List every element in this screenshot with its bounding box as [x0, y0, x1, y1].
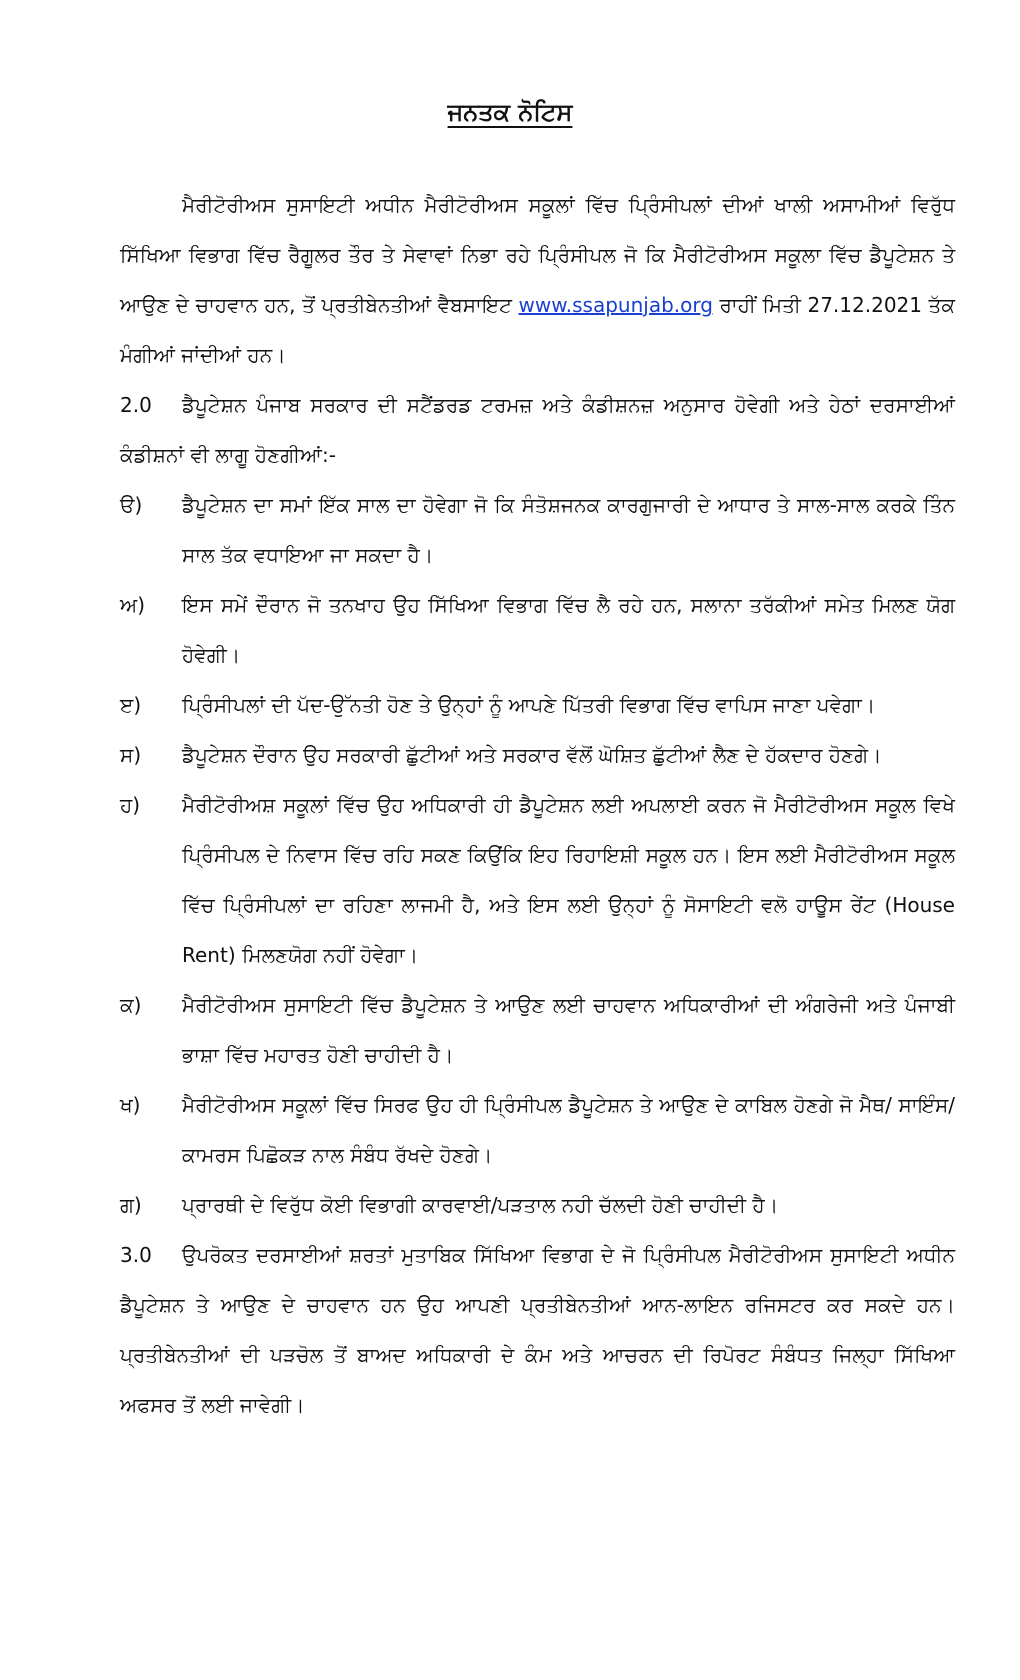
intro-text: ਮੈਰੀਟੋਰੀਅਸ ਸੁਸਾਇਟੀ ਅਧੀਨ ਮੈਰੀਟੋਰੀਅਸ ਸਕੂਲਾਂ ਵਿੱਚ ਪ੍ਰਿੰਸੀਪਲਾਂ ਦੀਆਂ ਖਾਲੀ ਅਸਾਮੀਆਂ ਵਿਰੁੱਧ ਸਿੱਖਿਆ ਵਿਭਾਗ ਵਿੱਚ ਰੈਗੂਲਰ ਤੌਰ ਤੇ ਸੇਵਾਵਾਂ ਨਿਭਾ ਰਹੇ ਪ੍ਰਿੰਸੀਪਲ ਜੋ ਕਿ ਮੈਰੀਟੋਰੀਅਸ ਸਕੂਲਾ ਵਿੱਚ ਡੈਪੂਟੇਸ਼ਨ ਤੇ ਆਉਣ ਦੇ ਚਾਹਵਾਨ ਹਨ, ਤੋਂ ਪ੍ਰਤੀਬੇਨਤੀਆਂ ਵੈਬਸਾਇਟ [120, 193, 955, 317]
condition-marker: ਖ) [120, 1093, 141, 1117]
website-link[interactable]: www.ssapunjab.org [518, 293, 713, 317]
condition-marker: ਹ) [120, 793, 141, 817]
condition-marker: ਸ) [120, 743, 142, 767]
condition-text: ਮੈਰੀਟੋਰੀਅਸ਼ ਸਕੂਲਾਂ ਵਿੱਚ ਉਹ ਅਧਿਕਾਰੀ ਹੀ ਡੈਪੂਟੇਸ਼ਨ ਲਈ ਅਪਲਾਈ ਕਰਨ ਜੋ ਮੈਰੀਟੋਰੀਅਸ ਸਕੂਲ ਵਿਖੇ ਪ੍ਰਿੰਸੀਪਲ ਦੇ ਨਿਵਾਸ ਵਿੱਚ ਰਹਿ ਸਕਣ ਕਿਉਂਕਿ ਇਹ ਰਿਹਾਇਸ਼ੀ ਸਕੂਲ ਹਨ। ਇਸ ਲਈ ਮੈਰੀਟੋਰੀਅਸ ਸਕੂਲ ਵਿੱਚ ਪ੍ਰਿੰਸੀਪਲਾਂ ਦਾ ਰਹਿਣਾ ਲਾਜਮੀ ਹੈ, ਅਤੇ ਇਸ ਲਈ ਉਨ੍ਹਾਂ ਨੂੰ ਸੋਸਾਇਟੀ ਵਲੋ ਹਾਊਸ ਰੇਂਟ (House Rent) ਮਿਲਣਯੋਗ ਨਹੀਂ ਹੋਵੇਗਾ। [182, 793, 955, 967]
intro-date-text: ਰਾਹੀਂ ਮਿਤੀ 27.12.2021 ਤੱਕ ਮੰਗੀਆਂ ਜਾਂਦੀਆਂ ਹਨ। [120, 293, 955, 367]
section-3-text: ਉਪਰੋਕਤ ਦਰਸਾਈਆਂ ਸ਼ਰਤਾਂ ਮੁਤਾਬਿਕ ਸਿੱਖਿਆ ਵਿਭਾਗ ਦੇ ਜੋ ਪ੍ਰਿੰਸੀਪਲ ਮੈਰੀਟੋਰੀਅਸ ਸੁਸਾਇਟੀ ਅਧੀਨ ਡੈਪੂਟੇਸ਼ਨ ਤੇ ਆਉਣ ਦੇ ਚਾਹਵਾਨ ਹਨ ਉਹ ਆਪਣੀ ਪ੍ਰਤੀਬੇਨਤੀਆਂ ਆਨ-ਲਾਇਨ ਰਜਿਸਟਰ ਕਰ ਸਕਦੇ ਹਨ। ਪ੍ਰਤੀਬੇਨਤੀਆਂ ਦੀ ਪੜਚੋਲ ਤੋਂ ਬਾਅਦ ਅਧਿਕਾਰੀ ਦੇ ਕੰਮ ਅਤੇ ਆਚਰਨ ਦੀ ਰਿਪੋਰਟ ਸੰਬੰਧਤ ਜਿਲ੍ਹਾ ਸਿੱਖਿਆ ਅਫਸਰ ਤੋਂ ਲਈ ਜਾਵੇਗੀ। [120, 1243, 955, 1417]
condition-item [120, 580, 955, 680]
condition-marker: ਕ) [120, 993, 142, 1017]
condition-marker: ਅ) [120, 593, 146, 617]
condition-marker: ੲ) [120, 693, 142, 717]
condition-item [120, 1080, 955, 1180]
condition-text: ਡੈਪੂਟੇਸ਼ਨ ਦਾ ਸਮਾਂ ਇੱਕ ਸਾਲ ਦਾ ਹੋਵੇਗਾ ਜੋ ਕਿ ਸੰਤੋਸ਼ਜਨਕ ਕਾਰਗੁਜਾਰੀ ਦੇ ਆਧਾਰ ਤੇ ਸਾਲ-ਸਾਲ ਕਰਕੇ ਤਿੰਨ ਸਾਲ ਤੱਕ ਵਧਾਇਆ ਜਾ ਸਕਦਾ ਹੈ। [182, 493, 955, 567]
condition-item [120, 680, 955, 730]
notice-body [120, 180, 955, 1430]
condition-text: ਪ੍ਰਾਰਥੀ ਦੇ ਵਿਰੁੱਧ ਕੋਈ ਵਿਭਾਗੀ ਕਾਰਵਾਈ/ਪੜਤਾਲ ਨਹੀ ਚੱਲਦੀ ਹੋਣੀ ਚਾਹੀਦੀ ਹੈ। [182, 1193, 779, 1217]
condition-text: ਡੈਪੂਟੇਸ਼ਨ ਦੌਰਾਨ ਉਹ ਸਰਕਾਰੀ ਛੁੱਟੀਆਂ ਅਤੇ ਸਰਕਾਰ ਵੱਲੋਂ ਘੋਸ਼ਿਤ ਛੁੱਟੀਆਂ ਲੈਣ ਦੇ ਹੱਕਦਾਰ ਹੋਣਗੇ। [182, 743, 882, 767]
condition-item [120, 480, 955, 580]
notice-title [0, 98, 1020, 126]
condition-text: ਮੈਰੀਟੋਰੀਅਸ ਸਕੂਲਾਂ ਵਿੱਚ ਸਿਰਫ ਉਹ ਹੀ ਪ੍ਰਿੰਸੀਪਲ ਡੈਪੂਟੇਸ਼ਨ ਤੇ ਆਉਣ ਦੇ ਕਾਬਿਲ ਹੋਣਗੇ ਜੋ ਮੈਥ/ ਸਾਇੰਸ/ਕਾਮਰਸ ਪਿਛੋਕੜ ਨਾਲ ਸੰਬੰਧ ਰੱਖਦੇ ਹੋਣਗੇ। [182, 1093, 955, 1167]
condition-item [120, 1180, 955, 1230]
condition-item [120, 780, 955, 980]
condition-text: ਮੈਰੀਟੋਰੀਅਸ ਸੁਸਾਇਟੀ ਵਿੱਚ ਡੈਪੂਟੇਸ਼ਨ ਤੇ ਆਉਣ ਲਈ ਚਾਹਵਾਨ ਅਧਿਕਾਰੀਆਂ ਦੀ ਅੰਗਰੇਜੀ ਅਤੇ ਪੰਜਾਬੀ ਭਾਸ਼ਾ ਵਿੱਚ ਮਹਾਰਤ ਹੋਣੀ ਚਾਹੀਦੀ ਹੈ। [182, 993, 955, 1067]
condition-marker: ੳ) [120, 493, 143, 517]
section-2-text: ਡੈਪੂਟੇਸ਼ਨ ਪੰਜਾਬ ਸਰਕਾਰ ਦੀ ਸਟੈਂਡਰਡ ਟਰਮਜ਼ ਅਤੇ ਕੰਡੀਸ਼ਨਜ਼ ਅਨੁਸਾਰ ਹੋਵੇਗੀ ਅਤੇ ਹੇਠਾਂ ਦਰਸਾਈਆਂ ਕੰਡੀਸ਼ਨਾਂ ਵੀ ਲਾਗੂ ਹੋਣਗੀਆਂ:- [120, 393, 955, 467]
section-2-number: 2.0 [120, 393, 152, 417]
intro-paragraph [120, 180, 955, 380]
section-2-paragraph [120, 380, 955, 480]
condition-text: ਪ੍ਰਿੰਸੀਪਲਾਂ ਦੀ ਪੱਦ-ਉੱਨਤੀ ਹੋਣ ਤੇ ਉਨ੍ਹਾਂ ਨੂੰ ਆਪਣੇ ਪਿੱਤਰੀ ਵਿਭਾਗ ਵਿੱਚ ਵਾਪਿਸ ਜਾਣਾ ਪਵੇਗਾ। [182, 693, 876, 717]
section-3-number: 3.0 [120, 1243, 152, 1267]
section-3-paragraph [120, 1230, 955, 1430]
notice-title-text: ਜਨਤਕ ਨੋਟਿਸ [447, 98, 573, 126]
condition-item [120, 980, 955, 1080]
condition-marker: ਗ) [120, 1193, 142, 1217]
condition-text: ਇਸ ਸਮੇਂ ਦੌਰਾਨ ਜੋ ਤਨਖਾਹ ਉਹ ਸਿੱਖਿਆ ਵਿਭਾਗ ਵਿੱਚ ਲੈ ਰਹੇ ਹਨ, ਸਲਾਨਾ ਤਰੱਕੀਆਂ ਸਮੇਤ ਮਿਲਣ ਯੋਗ ਹੋਵੇਗੀ। [182, 593, 955, 667]
condition-item [120, 730, 955, 780]
